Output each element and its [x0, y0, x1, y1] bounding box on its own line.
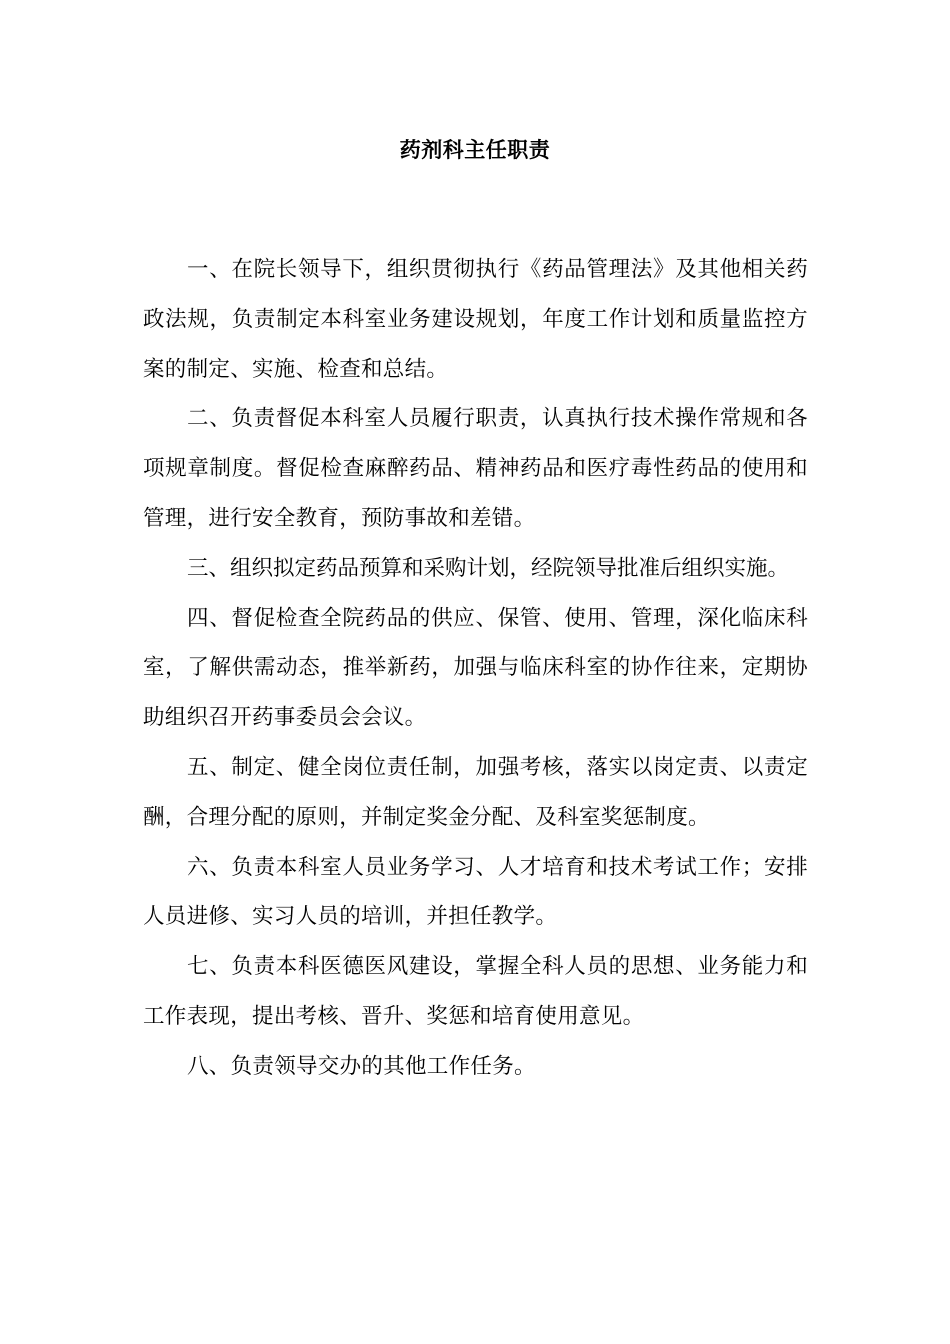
document-title: 药剂科主任职责: [399, 138, 551, 162]
paragraph-8: 八、负责领导交办的其他工作任务。: [187, 1053, 536, 1079]
paragraph-7: 七、负责本科医德医风建设，掌握全科人员的思想、业务能力和工作表现，提出考核、晋升、奖惩和培育使用意见。: [143, 954, 808, 1029]
paragraph-5: 五、制定、健全岗位责任制，加强考核，落实以岗定责、以责定酬，合理分配的原则，并制定奖金分配、及科室奖惩制度。: [143, 754, 808, 830]
paragraph-1: 一、在院长领导下，组织贯彻执行《药品管理法》及其他相关药政法规，负责制定本科室业务建设规划，年度工作计划和质量监控方案的制定、实施、检查和总结。: [143, 257, 808, 382]
paragraph-2: 二、负责督促本科室人员履行职责，认真执行技术操作常规和各项规章制度。督促检查麻醉药品、精神药品和医疗毒性药品的使用和管理，进行安全教育，预防事故和差错。: [143, 406, 808, 531]
paragraph-4: 四、督促检查全院药品的供应、保管、使用、管理，深化临床科室，了解供需动态，推举新药，加强与临床科室的协作往来，定期协助组织召开药事委员会会议。: [143, 605, 808, 731]
document-body: [143, 245, 808, 1092]
paragraph-3: 三、组织拟定药品预算和采购计划，经院领导批准后组织实施。: [187, 555, 790, 581]
paragraph-6: 六、负责本科室人员业务学习、人才培育和技术考试工作；安排人员进修、实习人员的培训，并担任教学。: [143, 854, 808, 930]
